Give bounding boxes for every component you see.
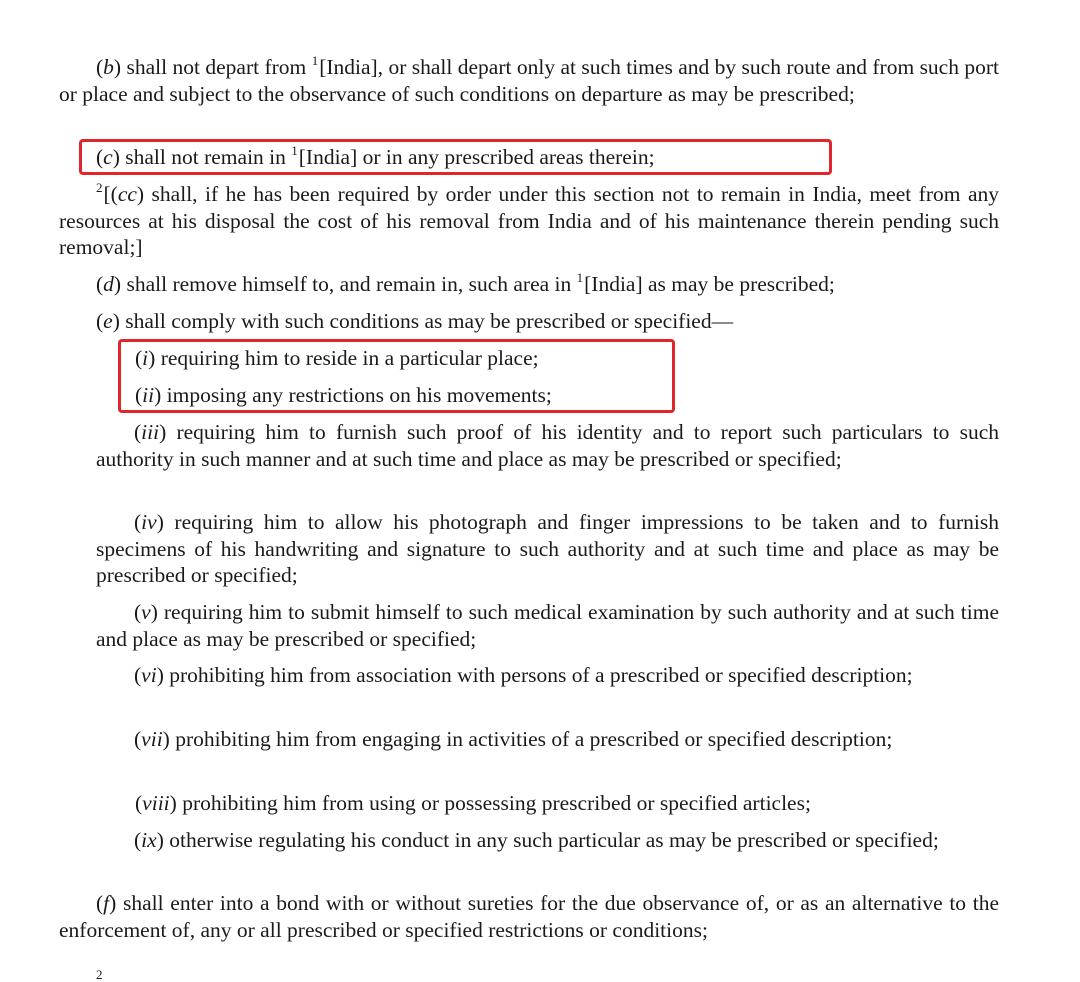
clause-marker: vii	[141, 727, 163, 751]
clause-c: (c) shall not remain in $^1$[India] or in any prescribed areas therein;	[96, 143, 655, 169]
clause-text: shall not depart from	[121, 55, 312, 79]
clause-text: shall remove himself to, and remain in, such area in	[121, 272, 577, 296]
subclause-ix: (ix) otherwise regulating his conduct in any such particular as may be prescribed or specified;	[134, 828, 939, 852]
clause-marker: d	[103, 272, 114, 296]
clause-text: requiring him to allow his photograph and finger impressions to be taken and to furnish specimens of his handwriting and signature to such authority and at such time and place as may be prescribed or specified;	[96, 510, 999, 587]
subclause-vii: (vii) prohibiting him from engaging in activities of a prescribed or specified description;	[134, 727, 893, 751]
clause-marker: e	[103, 309, 113, 333]
bracket-open: [(	[103, 182, 118, 206]
footnote-ref: 1	[291, 143, 298, 158]
clause-text: ) shall, if he has been required by order under this section not to remain in India, meet from any resources at his disposal the cost of his removal from India and of his maintenance therein pending such removal;]	[59, 182, 999, 259]
clause-text: [India] or in any prescribed areas therein;	[298, 145, 655, 169]
clause-text: shall comply with such conditions as may be prescribed or specified—	[119, 309, 734, 333]
footnote-ref-cut: 2	[96, 967, 103, 982]
footnote-ref: 1	[576, 270, 584, 285]
clause-marker: f	[103, 891, 110, 915]
clause-text: prohibiting him from association with persons of a prescribed or specified description;	[163, 663, 913, 687]
clause-text: prohibiting him from engaging in activities of a prescribed or specified description;	[169, 727, 893, 751]
clause-marker: ix	[141, 828, 157, 852]
clause-text: [India], or shall depart only at such times and by such route and from such port or place and subject to the observance of such conditions on departure as may be prescribed;	[59, 55, 1000, 106]
clause-marker: v	[141, 600, 151, 624]
subclause-iv: (iv) requiring him to allow his photograph and finger impressions to be taken and to furnish specimens of his handwriting and signature to such authority and at such time and place as may be prescribed or specified;	[96, 510, 999, 587]
clause-marker: viii	[142, 791, 170, 815]
clause-text: requiring him to reside in a particular place;	[160, 346, 539, 370]
clause-marker: iii	[141, 420, 160, 444]
clause-text: shall not remain in	[119, 145, 292, 169]
subclause-viii: (viii) prohibiting him from using or possessing prescribed or specified articles;	[135, 791, 811, 815]
clause-text: prohibiting him from using or possessing prescribed or specified articles;	[176, 791, 811, 815]
clause-text: otherwise regulating his conduct in any such particular as may be prescribed or specified;	[163, 828, 939, 852]
footnote-ref: 1	[311, 53, 319, 68]
clause-marker: i	[142, 346, 149, 370]
clause-marker: cc	[117, 182, 137, 206]
footnote-ref: 2	[96, 180, 103, 195]
clause-text: imposing any restrictions on his movements;	[161, 383, 552, 407]
clause-marker: c	[103, 145, 113, 169]
subclause-i: (i) requiring him to reside in a particular place;	[135, 346, 539, 370]
clause-e: (e) shall comply with such conditions as may be prescribed or specified—	[96, 309, 734, 333]
subclause-ii: (ii) imposing any restrictions on his movements;	[135, 383, 552, 407]
clause-f: (f) shall enter into a bond with or without sureties for the due observance of, or as an alternative to the enforcement of, any or all prescribed or specified restrictions or conditions;	[59, 891, 999, 942]
clause-marker: iv	[141, 510, 157, 534]
clause-marker: b	[103, 55, 114, 79]
clause-text: requiring him to submit himself to such medical examination by such authority and at such time and place as may be prescribed or specified;	[96, 600, 999, 651]
clause-b: (b) shall not depart from $^1$[India], or shall depart only at such times and by such route and from such port or place and subject to the observance of such conditions on departure as may be prescribed;	[59, 53, 1000, 106]
clause-text: [India] as may be prescribed;	[584, 272, 835, 296]
clause-text: requiring him to furnish such proof of his identity and to report such particulars to such authority in such manner and at such time and place as may be prescribed or specified;	[96, 420, 999, 471]
subclause-vi: (vi) prohibiting him from association with persons of a prescribed or specified description;	[134, 663, 913, 687]
clause-marker: ii	[142, 383, 155, 407]
subclause-v: (v) requiring him to submit himself to such medical examination by such authority and at such time and place as may be prescribed or specified;	[96, 600, 999, 651]
clause-d: (d) shall remove himself to, and remain in, such area in $^1$[India] as may be prescribed;	[96, 270, 835, 296]
clause-marker: vi	[141, 663, 157, 687]
clause-text: shall enter into a bond with or without sureties for the due observance of, or as an alternative to the enforcement of, any or all prescribed or specified restrictions or conditions;	[59, 891, 999, 942]
clause-cc	[59, 181, 999, 261]
subclause-iii: (iii) requiring him to furnish such proof of his identity and to report such particulars to such authority in such manner and at such time and place as may be prescribed or specified;	[96, 420, 999, 471]
